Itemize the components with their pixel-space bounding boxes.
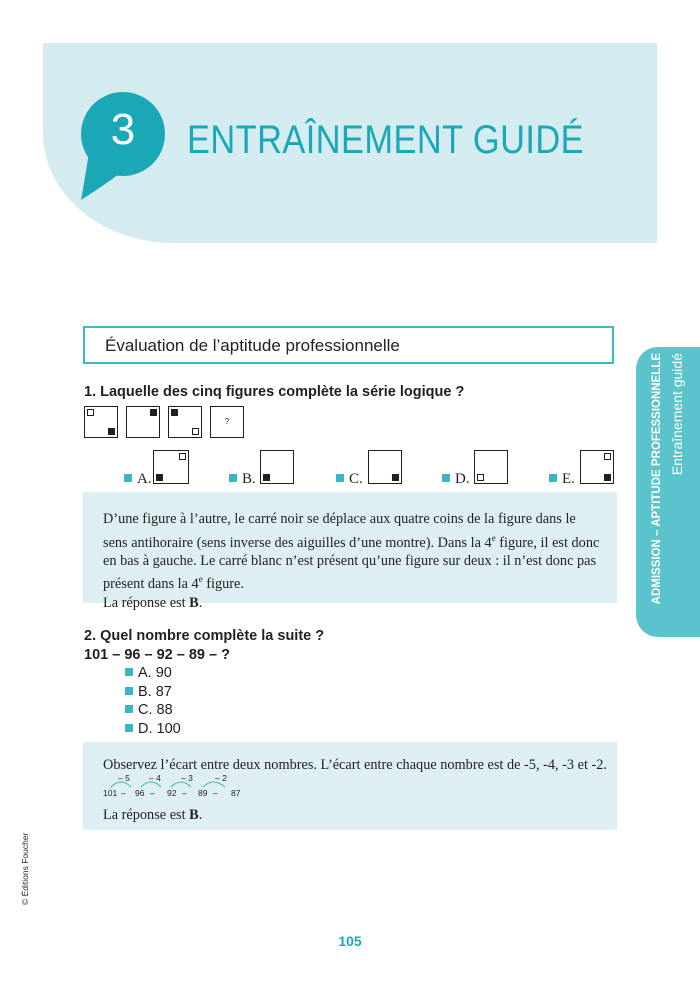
answer-letter: B xyxy=(189,594,199,611)
black-square xyxy=(392,474,399,481)
q2-option-d[interactable]: D. 100 xyxy=(125,720,181,739)
q2-option-b[interactable]: B. 87 xyxy=(125,683,181,702)
option-d-checkbox[interactable] xyxy=(442,470,470,488)
white-square xyxy=(179,453,186,460)
sequence-dash: – xyxy=(213,788,218,798)
question-2-answer-panel xyxy=(83,742,617,830)
section-heading xyxy=(83,326,614,364)
checkbox-icon xyxy=(336,474,346,484)
series-figure-unknown xyxy=(210,406,244,438)
black-square xyxy=(156,474,163,481)
option-c-figure xyxy=(368,450,402,484)
checkbox-icon xyxy=(229,474,239,484)
option-a-label: A. xyxy=(137,471,152,487)
question-1-answer-panel xyxy=(83,492,617,611)
option-b-figure xyxy=(260,450,294,484)
option-e-checkbox[interactable] xyxy=(549,470,575,488)
option-c-checkbox[interactable] xyxy=(336,470,363,488)
black-square xyxy=(263,474,270,481)
series-figure-3 xyxy=(168,406,202,438)
sequence-number: 101 xyxy=(103,788,118,798)
white-square xyxy=(87,409,94,416)
checkbox-icon xyxy=(442,474,452,484)
sequence-dash: – xyxy=(121,788,126,798)
checkbox-icon xyxy=(549,474,559,484)
copyright-notice: © Éditions Foucher xyxy=(20,832,30,905)
checkbox-icon xyxy=(125,668,135,678)
white-square xyxy=(192,428,199,435)
difference-2: – 4 xyxy=(149,773,161,783)
side-tab-subcategory: Entraînement guidé xyxy=(669,353,685,476)
chapter-number: 3 xyxy=(110,105,136,154)
option-d-figure xyxy=(474,450,508,484)
black-square xyxy=(108,428,115,435)
side-tab xyxy=(636,347,700,637)
sequence-number: 89 xyxy=(198,788,208,798)
option-b-label: B. xyxy=(242,471,256,487)
sequence-number: 87 xyxy=(231,788,241,798)
section-title: Évaluation de l’aptitude professionnelle xyxy=(105,336,400,355)
answer-letter: B xyxy=(189,807,199,823)
question-2-answer: La réponse est B. xyxy=(103,807,203,823)
difference-3: – 3 xyxy=(181,773,193,783)
white-square xyxy=(477,474,484,481)
option-c-label: C. xyxy=(349,471,363,487)
option-a-figure xyxy=(153,450,189,484)
q2-option-c[interactable]: C. 88 xyxy=(125,701,181,720)
question-2-explanation: Observez l’écart entre deux nombres. L’écart entre chaque nombre est de -5, -4, -3 et -2. xyxy=(103,757,608,773)
option-b-checkbox[interactable] xyxy=(229,470,256,488)
option-e-figure xyxy=(580,450,614,484)
black-square xyxy=(604,474,611,481)
sequence-dash: – xyxy=(150,788,155,798)
question-1-explanation: D’une figure à l’autre, le carré noir se déplace aux quatre coins de la figure dans le sens antihoraire (sens inverse des aiguilles d’une montre). Dans la 4e figure, il est donc en bas à gauche. Le carré blanc n’est présent qu’une figure sur deux : il n’est donc pas présent dans la 4e figure. La réponse est B. xyxy=(103,511,600,611)
sequence-dash: – xyxy=(182,788,187,798)
question-2-text: 2. Quel nombre complète la suite ? xyxy=(84,628,325,644)
option-d-label: D. xyxy=(455,471,470,487)
black-square xyxy=(171,409,178,416)
sequence-number: 92 xyxy=(167,788,177,798)
sequence-number: 96 xyxy=(135,788,145,798)
option-a-checkbox[interactable] xyxy=(124,470,152,488)
checkbox-icon xyxy=(124,474,134,484)
black-square xyxy=(150,409,157,416)
question-2-sequence: 101 – 96 – 92 – 89 – ? xyxy=(84,647,230,663)
page-number: 105 xyxy=(338,933,362,949)
difference-1: – 5 xyxy=(118,773,130,783)
side-tab-category: ADMISSION – APTITUDE PROFESSIONNELLE xyxy=(651,353,663,605)
white-square xyxy=(604,453,611,460)
chapter-title: ENTRAÎNEMENT GUIDÉ xyxy=(187,118,585,162)
difference-4: – 2 xyxy=(215,773,227,783)
q2-option-a[interactable]: A. 90 xyxy=(125,664,181,683)
series-figure-2 xyxy=(126,406,160,438)
unknown-mark: ? xyxy=(224,417,230,426)
option-e-label: E. xyxy=(562,471,575,487)
checkbox-icon xyxy=(125,687,135,697)
checkbox-icon xyxy=(125,705,135,715)
question-1-text: 1. Laquelle des cinq figures complète la série logique ? xyxy=(84,384,465,400)
question-2-options xyxy=(125,664,181,738)
series-figure-1 xyxy=(84,406,118,438)
checkbox-icon xyxy=(125,724,135,734)
